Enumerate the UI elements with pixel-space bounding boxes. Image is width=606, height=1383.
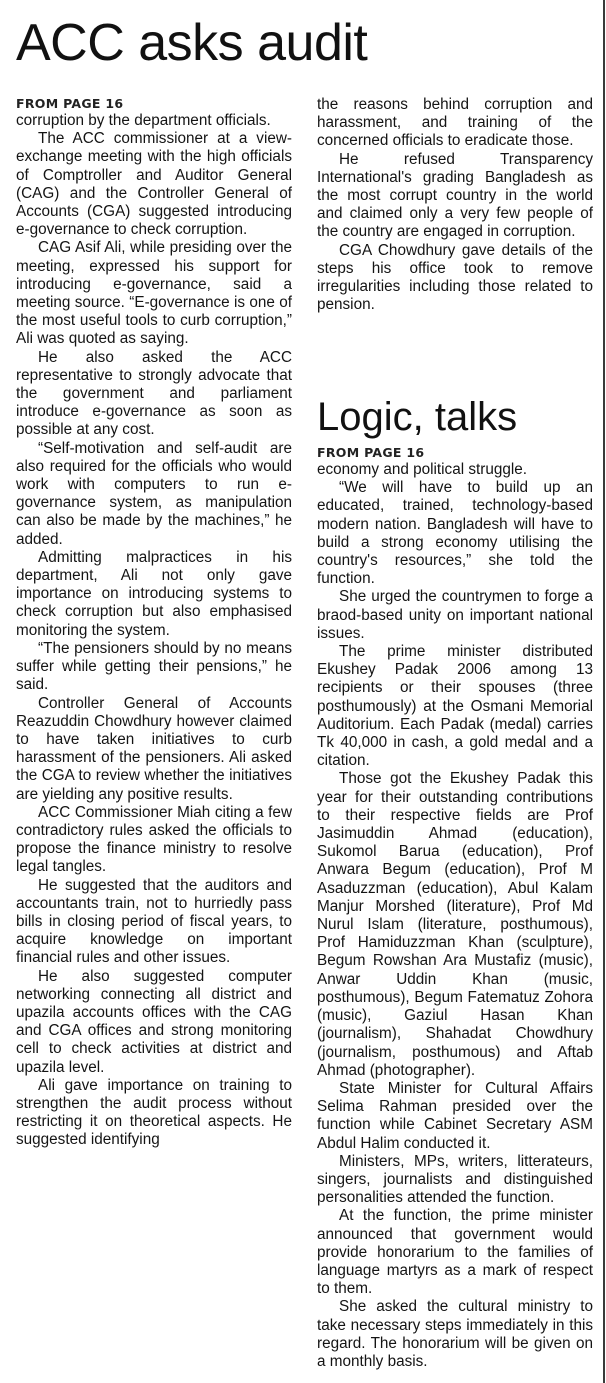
article-paragraph: economy and political struggle. (317, 461, 528, 478)
article-paragraph: He suggested that the auditors and accountants train, not to hurriedly pass bills in closing period of fiscal years, to acquire knowledge on important financial rules and other issues. (16, 876, 292, 967)
article-paragraph: The prime minister distributed Ekushey Padak 2006 among 13 recipients or their spouses (three posthumously) at the Osmani Memorial Auditorium. Each Padak (medal) carries Tk 40,000 in cash, a gold medal and a citation. (317, 643, 593, 770)
article-paragraph: Controller General of Accounts Reazuddin Chowdhury however claimed to have taken initiatives to curb harassment of the pensioners. Ali asked the CGA to review whether the initiatives are yielding any positive results. (16, 694, 292, 803)
article-paragraph: He also suggested computer networking connecting all district and upazila accounts offices with the CAG and CGA offices and strong monitoring cell to check activities at district and upazila level. (16, 967, 292, 1076)
kicker-from-page: FROM PAGE 16 (317, 445, 425, 460)
article-paragraph: “Self-motivation and self-audit are also required for the officials who would work with computers to run e-governance system, as manipulation can also be made by the machines,” he added. (16, 439, 292, 548)
article-paragraph: The ACC commissioner at a view-exchange meeting with the high officials of Comptroller and Auditor General (CAG) and the Controller General of Accounts (CGA) suggested introducing e-governance to check corruption. (16, 130, 292, 239)
article-acc-left-column (16, 96, 292, 1150)
headline-logic-talks: Logic, talks (317, 395, 518, 439)
article-paragraph: CGA Chowdhury gave details of the steps his office took to remove irregularities including those related to pension. (317, 241, 593, 314)
article-paragraph: She urged the countrymen to forge a braod-based unity on important national issues. (317, 588, 593, 642)
article-paragraph: corruption by the department officials. (16, 112, 271, 129)
article-paragraph: ACC Commissioner Miah citing a few contradictory rules asked the officials to propose the finance ministry to resolve legal tangles. (16, 803, 292, 876)
article-paragraph: She asked the cultural ministry to take necessary steps immediately in this regard. The honorarium will be given on a monthly basis. (317, 1298, 593, 1370)
article-paragraph: Ali gave importance on training to strengthen the audit process without restricting it on theoretical aspects. He suggested identifying (16, 1076, 292, 1149)
article-paragraph: State Minister for Cultural Affairs Selima Rahman presided over the function while Cabinet Secretary ASM Abdul Halim conducted it. (317, 1079, 593, 1152)
headline-acc-asks-audit: ACC asks audit (16, 14, 368, 72)
article-paragraph: He refused Transparency International's grading Bangladesh as the most corrupt country in the world and claimed only a very few people of the country are engaged in corruption. (317, 150, 593, 241)
article-paragraph: Ministers, MPs, writers, litterateurs, singers, journalists and distinguished personalities attended the function. (317, 1152, 593, 1207)
article-paragraph: Admitting malpractices in his department, Ali not only gave importance on introducing systems to check corruption but also emphasised monitoring the system. (16, 548, 292, 639)
article-acc-right-column (317, 96, 593, 314)
article-paragraph: “We will have to build up an educated, trained, technology-based modern nation. Bangladesh will have to build a strong economy utilising the country's resources,” she told the function. (317, 479, 593, 588)
article-paragraph: “The pensioners should by no means suffer while getting their pensions,” he said. (16, 639, 292, 694)
article-paragraph: At the function, the prime minister announced that government would provide honorarium to the families of language martyrs as a mark of respect to them. (317, 1207, 593, 1298)
kicker-from-page: FROM PAGE 16 (16, 96, 124, 111)
article-paragraph: He also asked the ACC representative to strongly advocate that the government and parliament introduce e-governance as soon as possible at any cost. (16, 348, 292, 439)
article-logic-talks-column (317, 445, 593, 1371)
article-paragraph: Those got the Ekushey Padak this year for their outstanding contributions to their respective fields are Prof Jasimuddin Ahmad (education), Sukomol Barua (education), Prof Anwara Begum (education), Prof M Asaduzzman (education), Abul Kalam Manjur Morshed (literature), Prof Md Nurul Islam (literature, posthumous), Prof Hamiduzzman Khan (sculpture), Begum Rowshan Ara Mustafiz (music), Anwar Uddin Khan (music, posthumous), Begum Fatematuz Zohora (music), Gaziul Hasan Khan (journalism), Shahadat Chowdhury (journalism, posthumous) and Aftab Ahmad (photographer). (317, 770, 593, 1079)
article-paragraph: the reasons behind corruption and harassment, and training of the concerned officials to eradicate those. (317, 96, 593, 150)
column-divider-rule (603, 0, 605, 1383)
article-paragraph: CAG Asif Ali, while presiding over the meeting, expressed his support for introducing e-governance, said a meeting source. “E-governance is one of the most useful tools to curb corruption,” Ali was quoted as saying. (16, 239, 292, 348)
